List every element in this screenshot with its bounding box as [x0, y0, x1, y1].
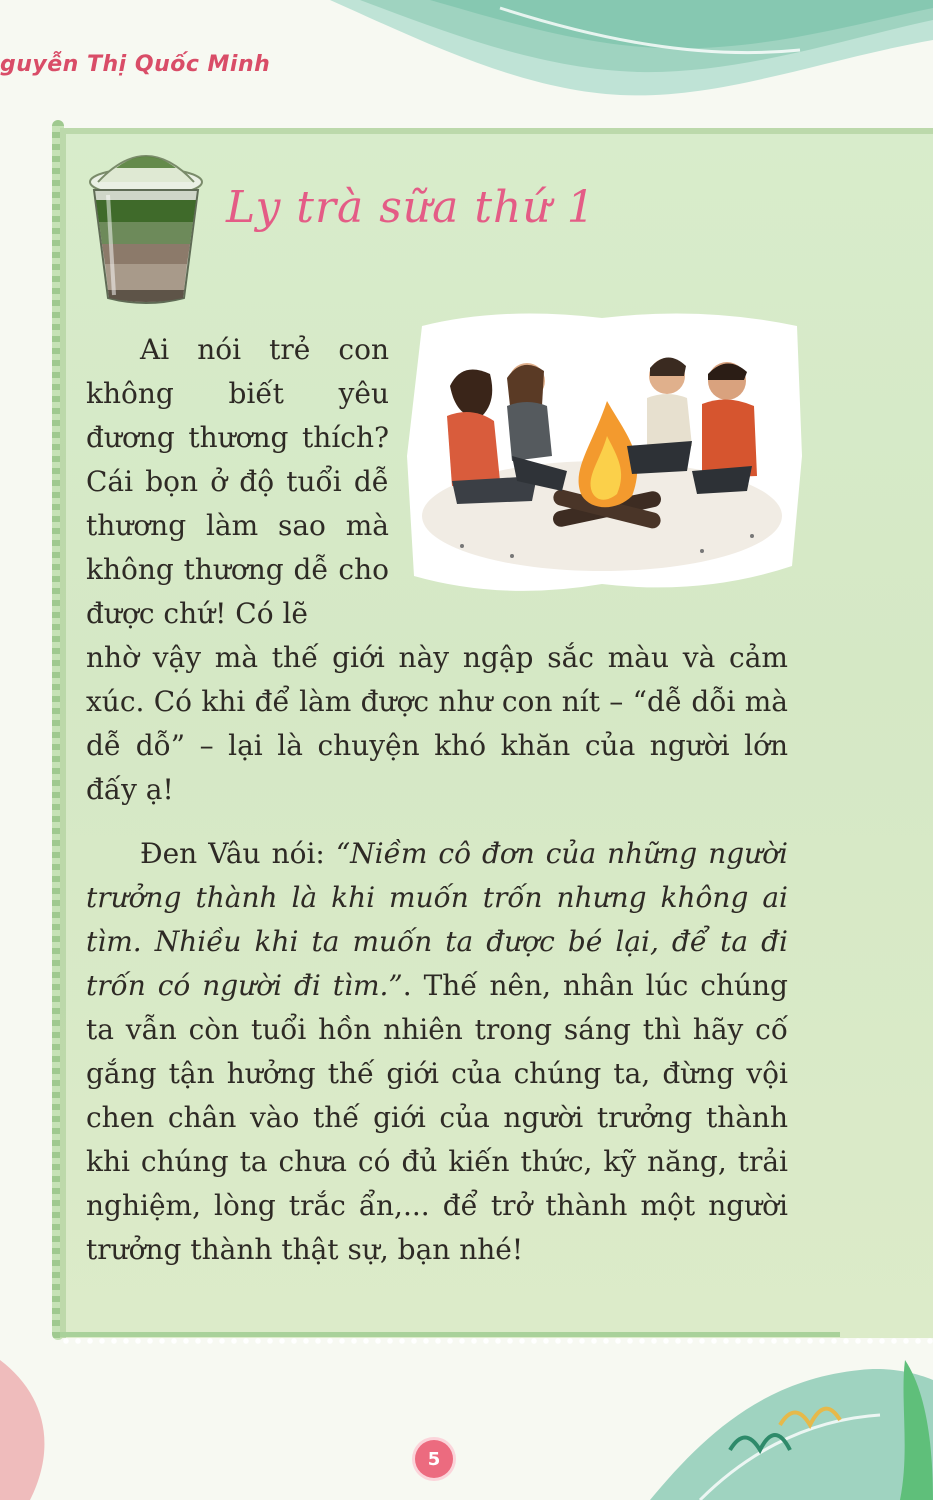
- paragraph-2: [86, 832, 788, 1272]
- paragraph-1-wrapped: [86, 328, 389, 636]
- paragraph-2-rest: . Thế nên, nhân lúc chúng ta vẫn còn tuổi hồn nhiên trong sáng thì hãy cố gắng tận hưởng thế giới của chúng ta, đừng vội chen chân vào thế giới của người trưởng thành khi chúng ta chưa có đủ kiến thức, kỹ năng, trải nghiệm, lòng trắc ẩn,... để trở thành một người trưởng thành thật sự, bạn nhé!: [86, 969, 788, 1266]
- milk-tea-cup-icon: [86, 140, 206, 310]
- main-text: [86, 636, 788, 1272]
- author-name: guyễn Thị Quốc Minh: [0, 52, 271, 77]
- bottom-wave-decoration: [0, 1300, 933, 1500]
- paragraph-1-start: Ai nói trẻ con không biết yêu đương thương thích? Cái bọn ở độ tuổi dễ thương làm sao mà không thương dễ cho được chứ! Có lẽ: [86, 333, 389, 630]
- paragraph-1-end: nhờ vậy mà thế giới này ngập sắc màu và cảm xúc. Có khi để làm được như con nít – “dễ dỗi mà dễ dỗ” – lại là chuyện khó khăn của người lớn đấy ạ!: [86, 641, 788, 806]
- chapter-title: Ly trà sữa thứ 1: [226, 182, 596, 233]
- paragraph-2-lead: Đen Vâu nói:: [140, 837, 336, 870]
- den-vau-quote: “Niềm cô đơn của những người trưởng thành là khi muốn trốn nhưng không ai tìm. Nhiều khi ta muốn ta được bé lại, để ta đi trốn có người đi tìm.”: [86, 837, 789, 1002]
- page-number: 5: [415, 1440, 453, 1478]
- campfire-friends-illustration: [402, 306, 807, 606]
